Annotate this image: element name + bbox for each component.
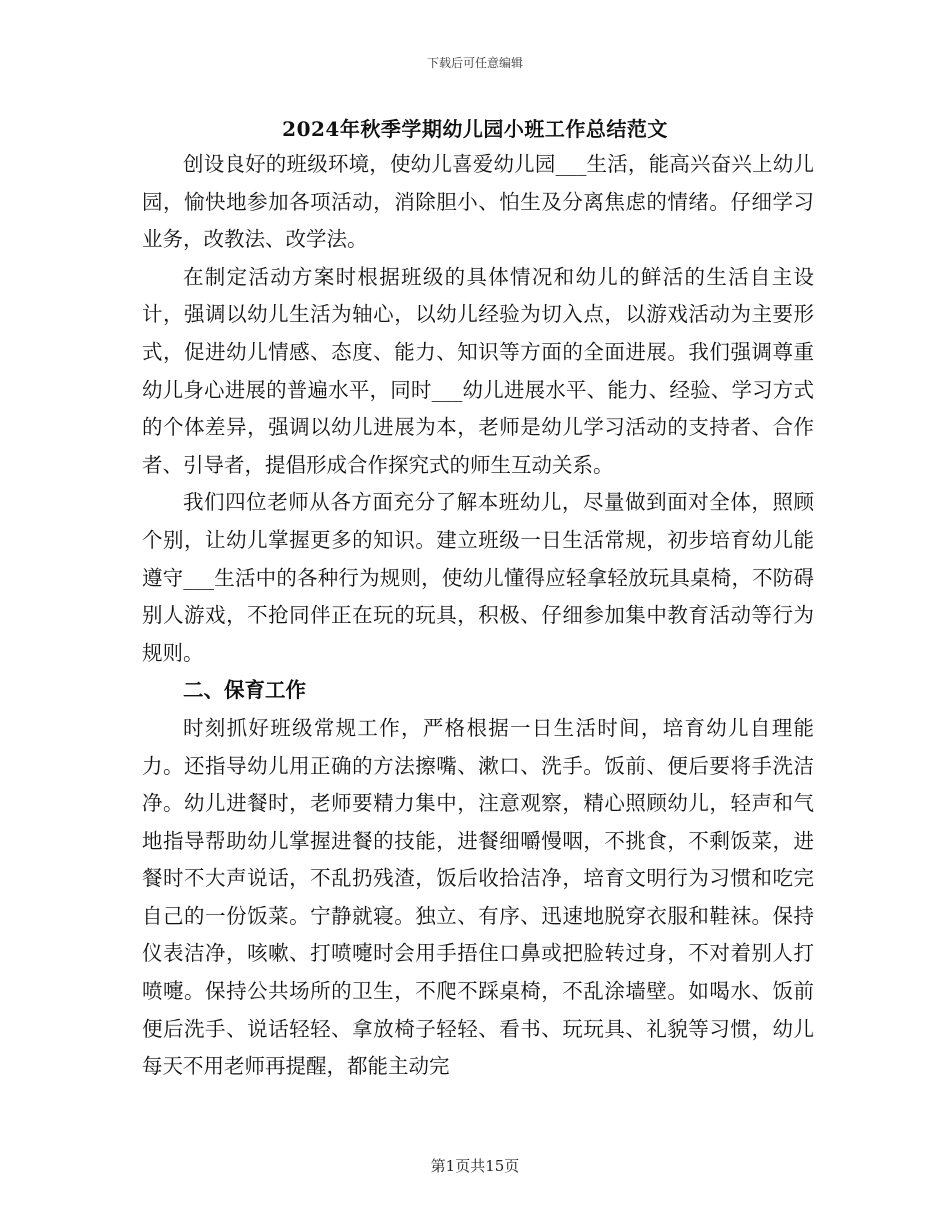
body-paragraph: 在制定活动方案时根据班级的具体情况和幼儿的鲜活的生活自主设计，强调以幼儿生活为轴心，以幼儿经验为切入点，以游戏活动为主要形式，促进幼儿情感、态度、能力、知识等方面的全面进展。我们强调尊重幼儿身心进展的普遍水平，同时___幼儿进展水平、能力、经验、学习方式的个体差异，强调以幼儿进展为本，老师是幼儿学习活动的支持者、合作者、引导者，提倡形成合作探究式的师生互动关系。 [142,264,814,477]
document-body [142,146,814,1086]
document-title: 2024年秋季学期幼儿园小班工作总结范文 [282,117,668,141]
header-note: 下载后可任意编辑 [426,56,523,70]
body-paragraph: 我们四位老师从各方面充分了解本班幼儿，尽量做到面对全体，照顾个别，让幼儿掌握更多的知识。建立班级一日生活常规，初步培育幼儿能遵守___生活中的各种行为规则，使幼儿懂得应轻拿轻放玩具桌椅，不防碍别人游戏，不抢同伴正在玩的玩具，积极、仔细参加集中教育活动等行为规则。 [142,490,814,665]
page-number-footer: 第1页共15页 [430,1157,520,1175]
section-heading: 二、保育工作 [183,678,306,703]
body-paragraph: 时刻抓好班级常规工作，严格根据一日生活时间，培育幼儿自理能力。还指导幼儿用正确的方法擦嘴、漱口、洗手。饭前、便后要将手洗洁净。幼儿进餐时，老师要精力集中，注意观察，精心照顾幼儿，轻声和气地指导帮助幼儿掌握进餐的技能，进餐细嚼慢咽，不挑食，不剩饭菜，进餐时不大声说话，不乱扔残渣，饭后收拾洁净，培育文明行为习惯和吃完自己的一份饭菜。宁静就寝。独立、有序、迅速地脱穿衣服和鞋袜。保持仪表洁净，咳嗽、打喷嚏时会用手捂住口鼻或把脸转过身，不对着别人打喷嚏。保持公共场所的卫生，不爬不踩桌椅，不乱涂墙壁。如喝水、饭前便后洗手、说话轻轻、拿放椅子轻轻、看书、玩玩具、礼貌等习惯，幼儿每天不用老师再提醒，都能主动完 [142,715,814,1079]
body-paragraph: 创设良好的班级环境，使幼儿喜爱幼儿园___生活，能高兴奋兴上幼儿园，愉快地参加各项活动，消除胆小、怕生及分离焦虑的情绪。仔细学习业务，改教法、改学法。 [142,152,814,252]
